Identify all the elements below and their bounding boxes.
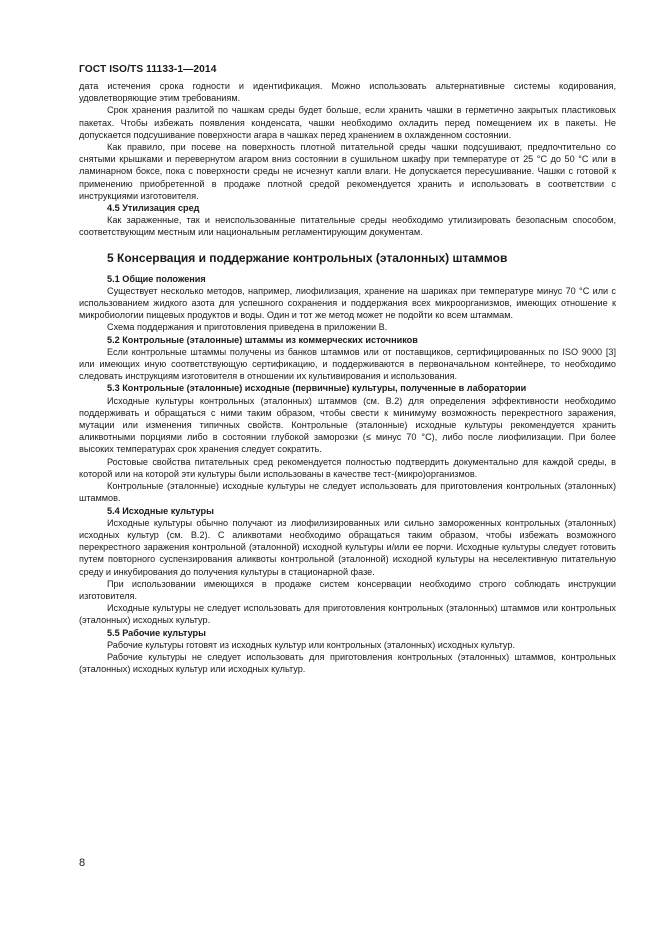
paragraph: Схема поддержания и приготовления приведена в приложении В. — [107, 322, 388, 333]
paragraph: Рабочие культуры готовят из исходных культур или контрольных (эталонных) исходных культур. — [107, 639, 515, 650]
paragraph: Рабочие культуры не следует использовать для приготовления контрольных (эталонных) штаммов, контрольных (эталонных) исходных культур или исходных культур. — [79, 651, 616, 675]
section-heading-5: 5 Консервация и поддержание контрольных (эталонных) штаммов — [107, 250, 508, 265]
paragraph: Исходные культуры не следует использовать для приготовления контрольных (эталонных) штаммов или контрольных (эталонных) исходных культур. — [79, 603, 616, 626]
subsection-heading-5-2: 5.2 Контрольные (эталонные) штаммы из коммерческих источников — [107, 334, 418, 345]
paragraph: Существует несколько методов, например, лиофилизация, хранение на шариках при температуре минус 70 °C или с использованием жидкого азота для успешного сохранения и поддержания всех микроорганизмов, имеющих отношение к микробиологии пищевых продуктов и воды. Один и тот же метод может не подойти ко всем штаммам. — [79, 285, 616, 321]
paragraph: дата истечения срока годности и идентификация. Можно использовать альтернативные системы кодирования, удовлетворяющие этим требованиям. — [79, 81, 616, 104]
subsection-heading-5-3: 5.3 Контрольные (эталонные) исходные (первичные) культуры, полученные в лаборатории — [107, 383, 527, 394]
paragraph: Контрольные (эталонные) исходные культуры не следует использовать для приготовления контрольных (эталонных) штаммов. — [79, 481, 616, 504]
paragraph: Как правило, при посеве на поверхность плотной питательной среды чашки подсушивают, предпочтительно со снятыми крышками и перевернутом агаром вниз состоянии в сушильном шкафу при температуре от 25 °C до 50 °C или в ламинарном боксе, пока с поверхности среды не исчезнут капли влаги. Не допускается пересушивание. Чашки с готовой к применению приобретенной в продаже плотной средой рекомендуется хранить и использовать в соответствии с инструкциями изготовителя. — [79, 142, 616, 201]
paragraph: Если контрольные штаммы получены из банков штаммов или от поставщиков, сертифицированных по ISO 9000 [3] или имеющих иную соответствующую сертификацию, и поддерживаются в первоначальном контейнере, то необходимо следовать инструкциям изготовителя в отношении их культивирования и использования. — [79, 346, 616, 382]
paragraph: При использовании имеющихся в продаже систем консервации необходимо строго соблюдать инструкции изготовителя. — [79, 578, 616, 601]
document-header: ГОСТ ISO/TS 11133-1—2014 — [79, 64, 217, 75]
page-number: 8 — [79, 857, 86, 869]
subsection-heading-5-1: 5.1 Общие положения — [107, 273, 206, 284]
subsection-heading-5-5: 5.5 Рабочие культуры — [107, 627, 206, 638]
paragraph: Исходные культуры контрольных (эталонных) штаммов (см. В.2) для определения эффективности необходимо поддерживать и обращаться с ними таким образом, чтобы свести к минимуму возможность перекрестного заражения, мутации или изменения типичных свойств. Контрольные (эталонные) исходные культуры рекомендуется хранить аликвотными порциями либо в состоянии глубокой заморозки (≤ минус 70 °C), либо после лиофилизации. При более высоких температурах срок хранения следует сократить. — [79, 395, 616, 455]
paragraph: Срок хранения разлитой по чашкам среды будет больше, если хранить чашки в герметично закрытых пластиковых пакетах. Чтобы избежать появления конденсата, чашки необходимо охладить перед помещением их в пакеты. Не допускается подсушивание поверхности агара в чашках перед хранением в охлажденном состоянии. — [79, 105, 616, 140]
paragraph: Исходные культуры обычно получают из лиофилизированных или сильно замороженных контрольных (эталонных) исходных культур (см. В.2). С аликвотами необходимо обращаться таким образом, чтобы избежать возможного перекрестного заражения контрольной (эталонной) исходной культуры и/или ее порчи. Исходные культуры следует готовить путем повторного суспензирования аликвоты контрольной (эталонной) исходной культуры на неселективную питательную среду и инкубирования до получения культуры в стационарной фазе. — [79, 517, 616, 577]
paragraph: Как зараженные, так и неиспользованные питательные среды необходимо утилизировать безопасным способом, соответствующим местным или национальным регламентирующим документам. — [79, 215, 616, 238]
document-body — [79, 80, 616, 675]
subsection-heading-4-5: 4.5 Утилизация сред — [107, 203, 200, 214]
subsection-heading-5-4: 5.4 Исходные культуры — [107, 505, 214, 516]
paragraph: Ростовые свойства питательных сред рекомендуется полностью подтвердить документально для каждой среды, в которой или на которой эти культуры были использованы в качестве тест-(микро)организмов. — [79, 456, 616, 479]
